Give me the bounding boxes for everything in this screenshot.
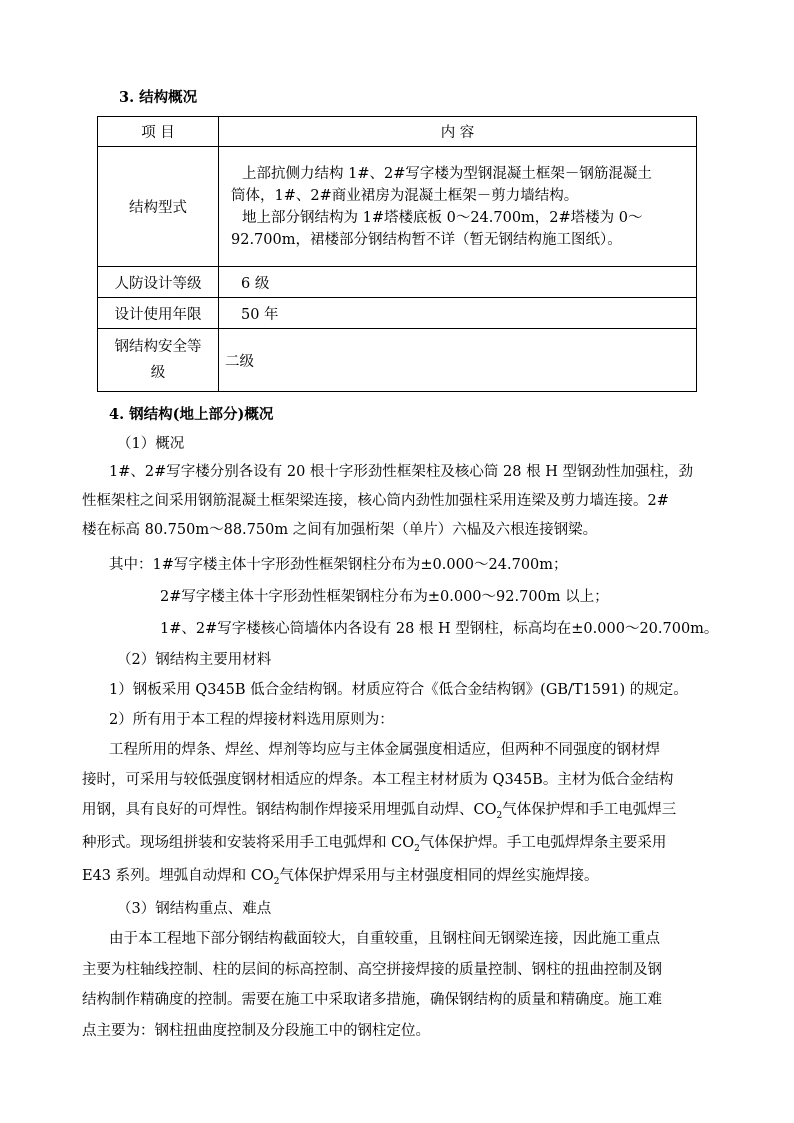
paragraph-line: 点主要为：钢柱扭曲度控制及分段施工中的钢柱定位。 <box>82 1023 430 1039</box>
table-row <box>98 147 697 267</box>
text-span: 种形式。现场组拼装和安装将采用手工电弧焊和 CO <box>82 835 415 851</box>
paragraph-line: 1#、2#写字楼分别各设有 20 根十字形劲性框架柱及核心筒 28 根 H 型钢劲性加强柱，劲 <box>109 464 693 480</box>
row-content-line: 上部抗侧力结构 1#、2#写字楼为型钢混凝土框架－钢筋混凝土 <box>242 165 652 182</box>
table-row <box>98 267 697 298</box>
paragraph-line: 结构制作精确度的控制。需要在施工中采取诸多措施，确保钢结构的质量和精确度。施工难 <box>82 992 662 1008</box>
structure-table <box>97 116 697 392</box>
text-span: 气体保护焊和手工电弧焊三 <box>502 802 677 818</box>
row-content <box>219 147 697 267</box>
row-value: 二级 <box>219 329 697 392</box>
subscript: 2 <box>414 843 420 854</box>
paragraph-line: 楼在标高 80.750m～88.750m 之间有加强桁架（单片）六榀及六根连接钢梁。 <box>82 522 598 538</box>
subheading-key-points: （3）钢结构重点、难点 <box>117 901 272 917</box>
section-4-heading: 4. 钢结构(地上部分)概况 <box>109 406 274 423</box>
row-label: 结构型式 <box>98 147 219 267</box>
table-row <box>98 329 697 392</box>
subscript: 2 <box>496 810 503 821</box>
text-span: 气体保护焊采用与主材强度相同的焊丝实施焊接。 <box>279 868 599 884</box>
subheading-materials: （2）钢结构主要用材料 <box>117 652 272 668</box>
row-value: 6 级 <box>219 267 697 298</box>
row-content-line: 92.700m，裙楼部分钢结构暂不详（暂无钢结构施工图纸）。 <box>231 231 622 248</box>
row-content-line: 筒体，1#、2#商业裙房为混凝土框架－剪力墙结构。 <box>231 187 579 204</box>
paragraph-line: 其中：1#写字楼主体十字形劲性框架钢柱分布为±0.000～24.700m； <box>109 557 568 573</box>
text-span: 气体保护焊。手工电弧焊焊条主要采用 <box>419 835 667 851</box>
paragraph-line: 接时，可采用与较低强度钢材相适应的焊条。本工程主材材质为 Q345B。主材为低合金结构 <box>82 772 674 788</box>
row-label: 设计使用年限 <box>98 298 219 329</box>
row-label <box>98 329 219 392</box>
paragraph-line <box>82 866 598 886</box>
row-content-line: 地上部分钢结构为 1#塔楼底板 0～24.700m，2#塔楼为 0～ <box>242 209 643 226</box>
subscript: 2 <box>273 876 280 887</box>
row-value: 50 年 <box>219 298 697 329</box>
paragraph-line <box>82 833 666 853</box>
paragraph-line: 主要为柱轴线控制、柱的层间的标高控制、高空拼接焊接的质量控制、钢柱的扭曲控制及钢 <box>82 962 662 978</box>
table-header-content: 内 容 <box>219 117 697 147</box>
paragraph-line: 性框架柱之间采用钢筋混凝土框架梁连接，核心筒内劲性加强柱采用连梁及剪力墙连接。2# <box>82 493 669 509</box>
paragraph-line: 2）所有用于本工程的焊接材料选用原则为： <box>109 712 394 728</box>
paragraph-line: 工程所用的焊条、焊丝、焊剂等均应与主体金属强度相适应，但两种不同强度的钢材焊 <box>109 742 660 758</box>
section-3-heading: 3. 结构概况 <box>119 89 198 106</box>
table-header-item: 项 目 <box>98 117 219 147</box>
row-label-line: 钢结构安全等 <box>114 339 202 355</box>
table-header-row <box>98 117 697 147</box>
row-label: 人防设计等级 <box>98 267 219 298</box>
text-span: 用钢，具有良好的可焊性。钢结构制作焊接采用埋弧自动焊、CO <box>82 802 497 818</box>
paragraph-line: 由于本工程地下部分钢结构截面较大，自重较重，且钢柱间无钢梁连接，因此施工重点 <box>109 931 660 947</box>
paragraph-line <box>82 800 676 820</box>
row-label-line: 级 <box>150 365 166 381</box>
table-row <box>98 298 697 329</box>
paragraph-line: 2#写字楼主体十字形劲性框架钢柱分布为±0.000～92.700m 以上； <box>160 589 609 605</box>
text-span: E43 系列。埋弧自动焊和 CO <box>82 868 274 884</box>
paragraph-line: 1#、2#写字楼核心筒墙体内各设有 28 根 H 型钢柱，标高均在±0.000～20.700m。 <box>160 621 719 637</box>
paragraph-line: 1）钢板采用 Q345B 低合金结构钢。材质应符合《低合金结构钢》(GB/T1591) 的规定。 <box>109 682 688 698</box>
subheading-overview: （1）概况 <box>117 436 185 452</box>
